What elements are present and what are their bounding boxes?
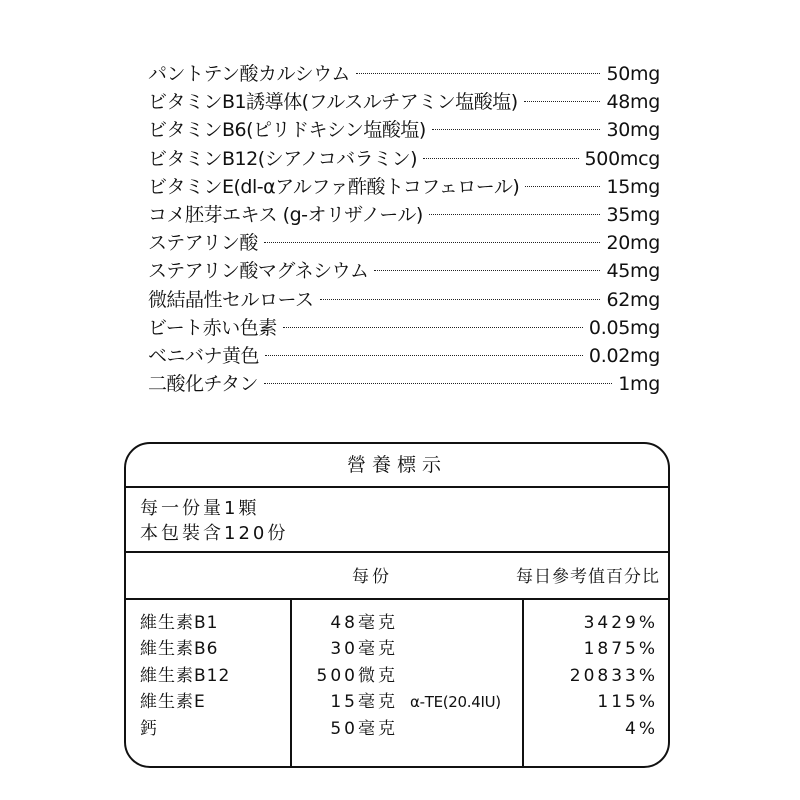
ingredient-amount: 50mg	[606, 63, 660, 85]
nutrient-daily-value: 4%	[625, 718, 658, 739]
per-serving-header: 每份	[352, 567, 392, 587]
ingredient-row	[148, 257, 660, 285]
ingredient-row	[148, 88, 660, 116]
dotted-leader	[423, 158, 578, 159]
dotted-leader	[264, 242, 601, 243]
ingredient-row	[148, 314, 660, 342]
nutrient-name: 鈣	[140, 718, 158, 739]
nutrient-name: 維生素E	[140, 692, 206, 713]
nutrient-note: α-TE(20.4IU)	[410, 693, 501, 712]
nutrient-amount: 50毫克	[330, 718, 398, 739]
dotted-leader	[265, 355, 583, 356]
ingredient-amount: 15mg	[606, 175, 660, 198]
nutrient-row	[126, 663, 668, 689]
ingredient-row	[148, 145, 660, 173]
nutrient-row	[126, 610, 668, 636]
ingredient-name: ビタミンE(dl-αアルファ酢酸トコフェロール)	[148, 175, 520, 198]
ingredient-amount: 0.02mg	[588, 344, 660, 367]
dotted-leader	[524, 101, 601, 102]
nutrient-row	[126, 636, 668, 662]
ingredient-row	[148, 201, 660, 229]
servings-per-package: 本包裝含120份	[140, 523, 289, 544]
dotted-leader	[320, 299, 601, 300]
dotted-leader	[283, 327, 583, 328]
ingredient-amount: 20mg	[606, 232, 660, 255]
dotted-leader	[429, 214, 601, 215]
dotted-leader	[432, 129, 601, 130]
nutrient-amount: 30毫克	[330, 639, 398, 660]
ingredient-name: 二酸化チタン	[148, 373, 259, 396]
serving-info	[126, 488, 668, 553]
ingredient-amount: 30mg	[606, 119, 660, 142]
ingredient-name: パントテン酸カルシウム	[148, 63, 350, 85]
ingredient-row	[148, 286, 660, 314]
nutrient-amount: 500微克	[316, 665, 398, 686]
nutrient-daily-value: 3429%	[583, 613, 658, 633]
nutrient-name: 維生素B6	[140, 639, 219, 660]
ingredient-amount: 500mcg	[584, 147, 660, 170]
ingredient-list	[148, 60, 660, 398]
ingredient-row	[148, 342, 660, 370]
nutrient-rows	[126, 610, 668, 742]
ingredient-amount: 0.05mg	[588, 316, 660, 339]
ingredient-name: ステアリン酸	[148, 232, 258, 255]
dotted-leader	[264, 383, 612, 384]
ingredient-name: ビタミンB1誘導体(フルスルチアミン塩酸塩)	[148, 91, 518, 114]
ingredient-name: 微結晶性セルロース	[148, 288, 314, 311]
dotted-leader	[525, 186, 600, 187]
ingredient-amount: 1mg	[618, 373, 660, 396]
nutrition-title: 營養標示	[126, 444, 668, 488]
ingredient-name: コメ胚芽エキス (g-オリザノール)	[148, 203, 423, 226]
ingredient-row	[148, 60, 660, 88]
nutrient-row	[126, 716, 668, 742]
ingredient-row	[148, 229, 660, 257]
nutrient-daily-value: 115%	[597, 692, 658, 713]
ingredient-amount: 45mg	[606, 260, 660, 283]
ingredient-name: ベニバナ黄色	[148, 344, 260, 367]
ingredient-amount: 62mg	[606, 288, 660, 311]
dotted-leader	[356, 73, 601, 74]
nutrient-daily-value: 1875%	[583, 639, 658, 660]
nutrient-amount: 15毫克	[330, 692, 398, 713]
nutrient-name: 維生素B12	[140, 665, 231, 686]
daily-value-header: 每日參考值百分比	[516, 567, 660, 587]
ingredient-row	[148, 116, 660, 144]
serving-size: 每一份量1顆	[140, 498, 260, 519]
ingredient-name: ステアリン酸マグネシウム	[148, 260, 369, 283]
dotted-leader	[374, 270, 600, 271]
column-header	[126, 553, 668, 600]
ingredient-name: ビタミンB6(ピリドキシン塩酸塩)	[148, 119, 426, 142]
nutrient-daily-value: 20833%	[569, 665, 658, 686]
ingredient-row	[148, 173, 660, 201]
ingredient-row	[148, 370, 660, 398]
nutrition-table-body	[126, 600, 668, 768]
ingredient-name: ビタミンB12(シアノコバラミン)	[148, 147, 418, 170]
nutrition-panel	[124, 442, 670, 768]
ingredient-amount: 35mg	[606, 203, 660, 226]
nutrient-amount: 48毫克	[330, 613, 398, 633]
ingredient-amount: 48mg	[606, 91, 660, 114]
nutrient-row	[126, 689, 668, 715]
nutrient-name: 維生素B1	[140, 613, 219, 633]
ingredient-name: ビート赤い色素	[148, 316, 277, 339]
